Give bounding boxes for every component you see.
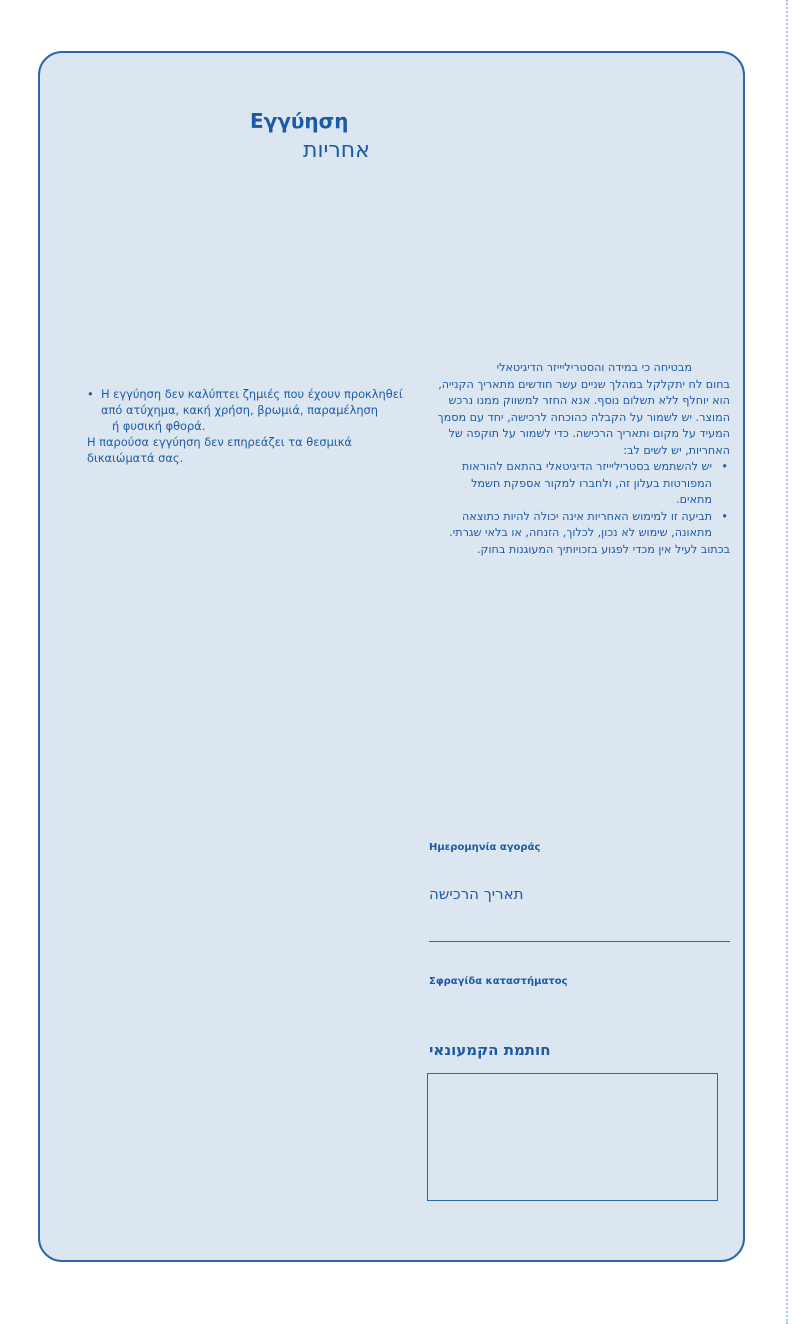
perforation-line (786, 0, 788, 1324)
title-hebrew: אחריות (303, 138, 370, 163)
greek-warranty-text (87, 386, 407, 466)
hebrew-intro-line: הוא יוחלף ללא תשלום נוסף. אנא החזר למשווק ממנו נרכש (448, 394, 730, 407)
hebrew-bullet-line: מתאים. (676, 493, 712, 506)
store-stamp-box[interactable] (427, 1073, 718, 1201)
hebrew-warranty-text (406, 360, 730, 558)
hebrew-bullet-line: המפורטות בעלון זה, ולחברו למקור אספקת חשמל (471, 476, 712, 490)
hebrew-closing-line: בכתוב לעיל אין מכדי לפגוע בזכויותיך המעוגנות בחוק. (476, 542, 730, 556)
hebrew-bullet-line: • תביעה זו למימוש האחריות אינה יכולה להיות כתוצאה (461, 509, 712, 523)
greek-bullet-line: ή φυσική φθορά. (112, 419, 206, 433)
hebrew-intro-line: מבטיחה כי במידה והסטריליייזר הדיגיטאלי (496, 361, 692, 374)
hebrew-bullet-line: מתאונה, שימוש לא נכון, לכלוך, הזנחה, או בלאי שגרתי. (449, 526, 712, 539)
hebrew-intro-line: בחום לח יתקלקל במהלך שניים עשר חודשים מתאריך הקנייה, (438, 377, 730, 391)
greek-bullet-line: • Η εγγύηση δεν καλύπτει ζημιές που έχουν προκληθεί (101, 387, 403, 401)
hebrew-bullet-line: • יש להשתמש בסטריליייזר הדיגיטאלי בהתאם להוראות (461, 460, 712, 473)
greek-bullet-list (87, 386, 407, 434)
purchase-date-label-hebrew: תאריך הרכישה (429, 885, 524, 903)
hebrew-bullet-item (406, 509, 730, 542)
hebrew-intro-line: המוצר. יש לשמור על הקבלה כהוכחה לרכישה, יחד עם מסמך (437, 410, 730, 424)
title-greek: Εγγύηση (250, 109, 349, 133)
greek-closing-line: Η παρούσα εγγύηση δεν επηρεάζει τα θεσμικά (87, 435, 352, 449)
greek-bullet-line: από ατύχημα, κακή χρήση, βρωμιά, παραμέληση (101, 403, 378, 417)
hebrew-intro-line: המעיד על מקום ותאריך הרכישה. כדי לשמור על תוקפה של (448, 427, 730, 440)
hebrew-intro-line: האחריות, יש לשים לב: (623, 443, 730, 457)
purchase-date-label-greek: Ημερομηνία αγοράς (429, 842, 541, 853)
hebrew-intro (406, 360, 730, 459)
store-stamp-label-hebrew: חותמת הקמעונאי (429, 1041, 551, 1059)
store-stamp-label-greek: Σφραγίδα καταστήματος (429, 976, 568, 987)
hebrew-bullet-item (406, 459, 730, 509)
hebrew-bullet-list (406, 459, 730, 542)
purchase-date-field[interactable] (429, 941, 730, 942)
greek-closing-line: δικαιώματά σας. (87, 451, 184, 465)
greek-bullet-item (87, 386, 407, 434)
